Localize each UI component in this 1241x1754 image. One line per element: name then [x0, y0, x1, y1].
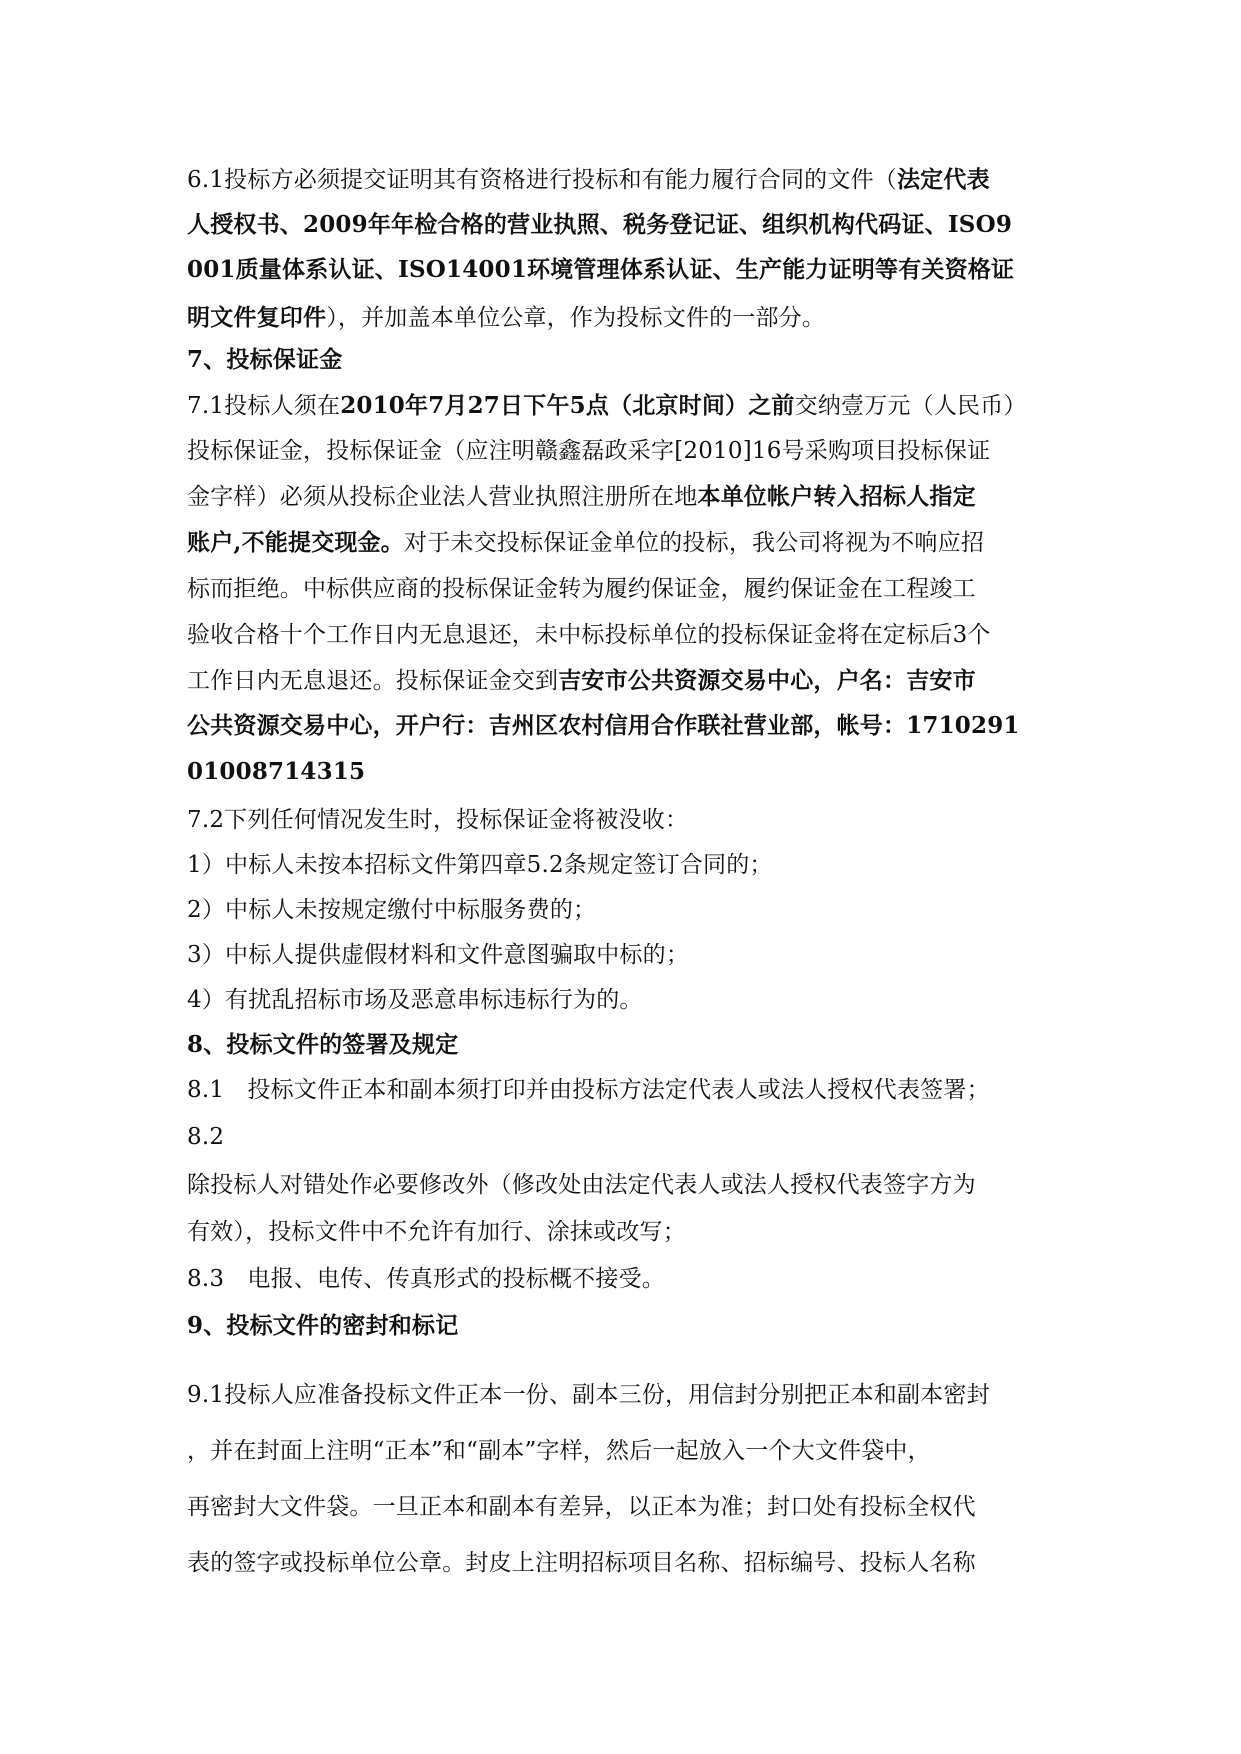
clause-8-3: 8.3 电报、电传、传真形式的投标概不接受。	[187, 1266, 665, 1292]
section-heading-9: 9、投标文件的密封和标记	[187, 1312, 459, 1339]
clause-6-1-line-1	[187, 165, 990, 195]
text-span: 6.1投标方必须提交证明其有资格进行投标和有能力履行合同的文件（	[187, 167, 897, 193]
text-span: 7.1投标人须在	[187, 393, 341, 419]
clause-6-1-line-3: 001质量体系认证、ISO14001环境管理体系认证、生产能力证明等有关资格证	[187, 256, 1015, 283]
clause-7-1-line-4	[187, 528, 984, 558]
bold-span: 本单位帐户转入招标人指定	[697, 483, 976, 510]
text-span: 对于未交投标保证金单位的投标，我公司将视为不响应招	[404, 530, 985, 556]
list-item: 2）中标人未按规定缴付中标服务费的；	[187, 897, 597, 923]
list-item: 4）有扰乱招标市场及恶意串标违标行为的。	[187, 987, 643, 1013]
clause-7-1-line-1	[187, 391, 1027, 421]
clause-8-2-number: 8.2	[187, 1124, 225, 1150]
list-item: 3）中标人提供虚假材料和文件意图骗取中标的；	[187, 942, 690, 968]
clause-7-1-line-8: 公共资源交易中心，开户行：吉州区农村信用合作联社营业部，帐号：1710291	[187, 712, 1020, 739]
clause-9-1-line-3: 再密封大文件袋。一旦正本和副本有差异，以正本为准；封口处有投标全权代	[187, 1494, 976, 1520]
clause-8-1: 8.1 投标文件正本和副本须打印并由投标方法定代表人或法人授权代表签署；	[187, 1077, 990, 1103]
list-item: 1）中标人未按本招标文件第四章5.2条规定签订合同的；	[187, 852, 773, 878]
clause-8-2-line-1: 除投标人对错处作必要修改外（修改处由法定代表人或法人授权代表签字方为	[187, 1172, 976, 1198]
clause-7-1-line-5: 标而拒绝。中标供应商的投标保证金转为履约保证金，履约保证金在工程竣工	[187, 576, 976, 602]
clause-7-2-intro: 7.2下列任何情况发生时，投标保证金将被没收：	[187, 807, 689, 833]
section-heading-8: 8、投标文件的签署及规定	[187, 1031, 459, 1058]
clause-9-1-line-2: ，并在封面上注明“正本”和“副本”字样，然后一起放入一个大文件袋中，	[187, 1438, 931, 1464]
clause-7-1-line-2: 投标保证金，投标保证金（应注明赣鑫磊政采字[2010]16号采购项目投标保证	[187, 438, 991, 464]
text-span: 交纳壹万元（人民币）	[794, 393, 1027, 419]
clause-7-1-line-9: 01008714315	[187, 758, 366, 785]
clause-7-1-line-6: 验收合格十个工作日内无息退还，未中标投标单位的投标保证金将在定标后3个	[187, 622, 991, 648]
clause-6-1-line-4	[187, 303, 825, 333]
text-span: ），并加盖本单位公章，作为投标文件的一部分。	[326, 305, 826, 331]
bold-span: 明文件复印件	[187, 304, 327, 331]
section-heading-7: 7、投标保证金	[187, 346, 343, 373]
clause-8-2-line-2: 有效），投标文件中不允许有加行、涂抹或改写；	[187, 1219, 686, 1245]
text-span: 工作日内无息退还。投标保证金交到	[187, 668, 559, 694]
clause-9-1-line-4: 表的签字或投标单位公章。封皮上注明招标项目名称、招标编号、投标人名称	[187, 1550, 976, 1576]
bold-span: 账户,不能提交现金。	[187, 529, 405, 556]
clause-7-1-line-7	[187, 666, 976, 696]
bold-span: 吉安市公共资源交易中心，户名：吉安市	[558, 667, 976, 694]
bold-span: 法定代表	[896, 166, 990, 193]
clause-6-1-line-2: 人授权书、2009年年检合格的营业执照、税务登记证、组织机构代码证、ISO9	[187, 211, 1013, 238]
clause-7-1-line-3	[187, 482, 976, 512]
text-span: 金字样）必须从投标企业法人营业执照注册所在地	[187, 484, 698, 510]
bold-span: 2010年7月27日下午5点（北京时间）之前	[340, 392, 795, 419]
clause-9-1-line-1: 9.1投标人应准备投标文件正本一份、副本三份，用信封分别把正本和副本密封	[187, 1382, 990, 1408]
